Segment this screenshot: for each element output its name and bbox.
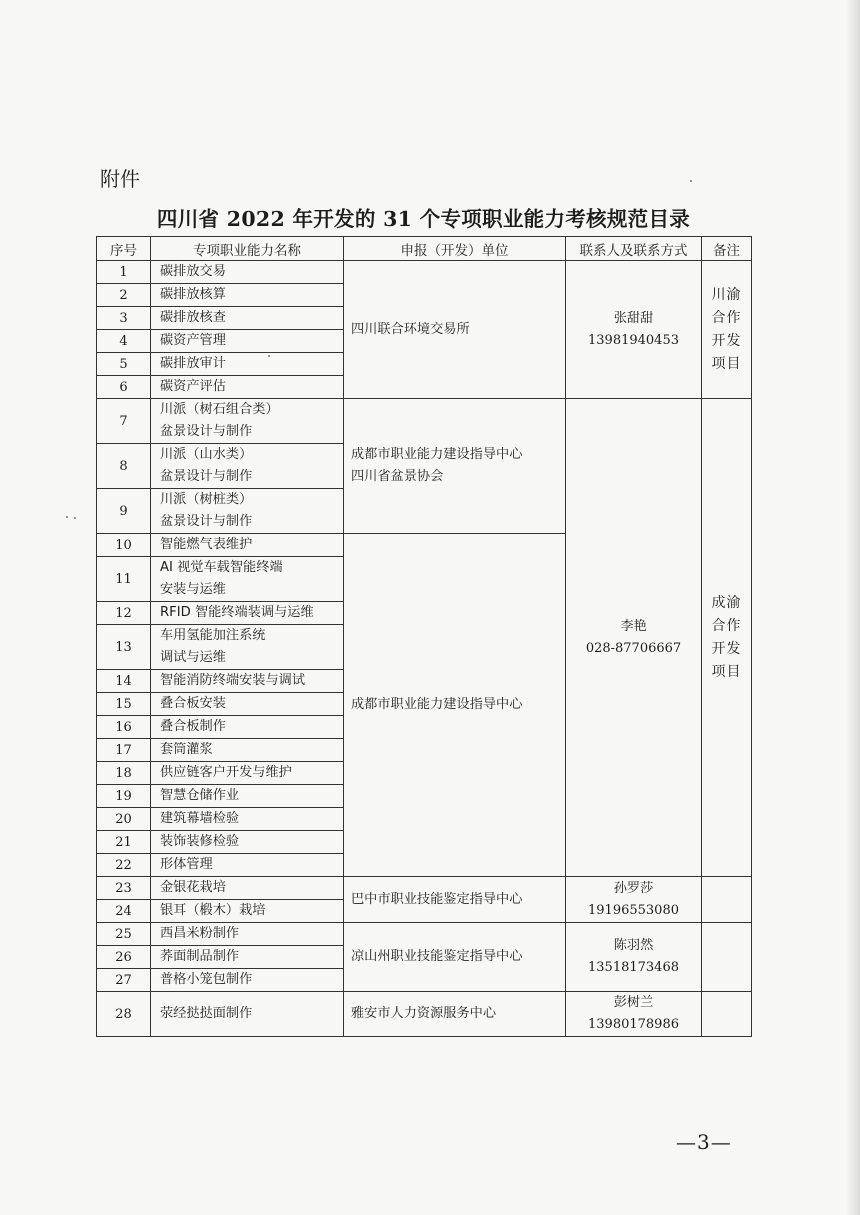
skill-name (151, 693, 344, 716)
row-number: 11 (97, 557, 151, 602)
row-number: 22 (97, 854, 151, 877)
skill-catalog-table (96, 236, 752, 1037)
skill-name (151, 330, 344, 353)
row-number: 13 (97, 625, 151, 670)
skill-name (151, 489, 344, 534)
row-number: 10 (97, 534, 151, 557)
skill-name (151, 739, 344, 762)
developing-unit-line: 巴中市职业技能鉴定指导中心 (351, 891, 523, 907)
skill-name (151, 762, 344, 785)
document-title: 四川省 2022 年开发的 31 个专项职业能力考核规范目录 (156, 207, 691, 231)
skill-name-line: 安装与运维 (160, 582, 226, 597)
remark-text: 成渝合作开发项目 (711, 594, 742, 680)
contact-info (566, 399, 702, 877)
contact-phone: 028-87706667 (585, 640, 682, 656)
skill-name-line: 盆景设计与制作 (160, 469, 253, 484)
skill-name-line: 叠合板安装 (160, 696, 226, 711)
skill-name-line: 供应链客户开发与维护 (160, 765, 292, 780)
contact-phone: 13518173468 (588, 960, 679, 975)
skill-name-line: 盆景设计与制作 (160, 424, 253, 439)
skill-name (151, 670, 344, 693)
row-number: 1 (97, 261, 151, 284)
skill-name-line: 智能消防终端安装与调试 (160, 673, 306, 688)
skill-name-line: 普格小笼包制作 (160, 972, 253, 987)
scan-speck (268, 355, 270, 357)
skill-name-line: 套筒灌浆 (160, 742, 213, 757)
row-number: 7 (97, 399, 151, 444)
skill-name (151, 716, 344, 739)
skill-name-line: 碳排放交易 (160, 264, 226, 279)
scan-speck (66, 516, 68, 518)
table-row (97, 399, 752, 444)
developing-unit (344, 534, 566, 877)
skill-name (151, 854, 344, 877)
contact-info (566, 992, 702, 1037)
skill-name (151, 992, 344, 1037)
row-number: 21 (97, 831, 151, 854)
skill-name (151, 900, 344, 923)
row-number: 2 (97, 284, 151, 307)
column-header-unit: 申报（开发）单位 (344, 237, 566, 261)
contact-phone: 19196553080 (588, 902, 679, 918)
column-header-no: 序号 (97, 237, 151, 261)
skill-name (151, 785, 344, 808)
row-number: 9 (97, 489, 151, 534)
skill-name (151, 353, 344, 376)
skill-name-line: RFID 智能终端装调与运维 (160, 605, 314, 620)
developing-unit-line: 雅安市人力资源服务中心 (351, 1006, 497, 1021)
skill-name-line: 车用氢能加注系统 (160, 628, 266, 643)
skill-name-line: 川派（树石组合类） (160, 402, 279, 417)
table-row (97, 923, 752, 946)
row-number: 23 (97, 877, 151, 900)
contact-info (566, 923, 702, 992)
skill-name-line: 装饰装修检验 (160, 834, 240, 849)
column-header-contact: 联系人及联系方式 (566, 237, 702, 261)
contact-name: 彭树兰 (613, 995, 654, 1010)
skill-name-line: 调试与运维 (160, 650, 226, 665)
skill-name (151, 808, 344, 831)
row-number: 12 (97, 602, 151, 625)
row-number: 5 (97, 353, 151, 376)
scan-edge (846, 0, 860, 1215)
row-number: 15 (97, 693, 151, 716)
developing-unit (344, 877, 566, 923)
developing-unit (344, 399, 566, 534)
skill-name (151, 625, 344, 670)
row-number: 20 (97, 808, 151, 831)
contact-name: 陈羽然 (613, 938, 654, 953)
remark-cell (702, 923, 752, 992)
page-number: —3— (676, 1130, 732, 1154)
row-number: 3 (97, 307, 151, 330)
skill-name-line: 川派（山水类） (160, 447, 253, 462)
skill-name-line: 银耳（椴木）栽培 (160, 903, 266, 918)
developing-unit-line: 凉山州职业技能鉴定指导中心 (351, 949, 523, 964)
remark-cell (702, 877, 752, 923)
table-row (97, 992, 752, 1037)
developing-unit-line: 成都市职业能力建设指导中心 (351, 697, 523, 712)
skill-name-line: 荥经挞挞面制作 (160, 1006, 253, 1021)
developing-unit (344, 992, 566, 1037)
skill-name (151, 444, 344, 489)
row-number: 4 (97, 330, 151, 353)
skill-name-line: 智慧仓储作业 (160, 788, 240, 803)
scan-speck (74, 517, 76, 519)
skill-name (151, 557, 344, 602)
row-number: 14 (97, 670, 151, 693)
skill-name (151, 969, 344, 992)
table-row (97, 261, 752, 284)
skill-name (151, 376, 344, 399)
remark-text: 川渝合作开发项目 (711, 286, 742, 372)
skill-name-line: 碳排放核查 (160, 310, 226, 325)
contact-phone: 13980178986 (588, 1017, 679, 1032)
row-number: 28 (97, 992, 151, 1037)
row-number: 25 (97, 923, 151, 946)
contact-info (566, 261, 702, 399)
row-number: 27 (97, 969, 151, 992)
skill-name-line: 建筑幕墙检验 (160, 811, 240, 826)
skill-name (151, 877, 344, 900)
contact-phone: 13981940453 (588, 332, 679, 348)
table-row (97, 877, 752, 900)
column-header-remark: 备注 (702, 237, 752, 261)
row-number: 18 (97, 762, 151, 785)
scan-speck (690, 180, 692, 182)
remark-cell (702, 399, 752, 877)
contact-name: 李艳 (620, 618, 647, 634)
skill-name-line: 盆景设计与制作 (160, 514, 253, 529)
skill-name (151, 831, 344, 854)
skill-name (151, 307, 344, 330)
skill-name (151, 923, 344, 946)
contact-name: 张甜甜 (613, 310, 654, 326)
remark-cell (702, 992, 752, 1037)
developing-unit (344, 261, 566, 399)
table-header-row (97, 237, 752, 261)
contact-info (566, 877, 702, 923)
skill-name-line: 形体管理 (160, 857, 213, 872)
skill-name-line: 荞面制品制作 (160, 949, 240, 964)
column-header-name: 专项职业能力名称 (151, 237, 344, 261)
skill-name (151, 399, 344, 444)
skill-name-line: 碳排放审计 (160, 356, 226, 371)
row-number: 19 (97, 785, 151, 808)
contact-name: 孙罗莎 (613, 880, 654, 896)
row-number: 26 (97, 946, 151, 969)
skill-name-line: 碳排放核算 (160, 287, 226, 302)
skill-name (151, 946, 344, 969)
skill-name-line: 川派（树桩类） (160, 492, 253, 507)
attachment-label: 附件 (100, 167, 140, 191)
developing-unit (344, 923, 566, 992)
skill-name-line: 智能燃气表维护 (160, 537, 253, 552)
skill-name-line: 碳资产评估 (160, 379, 226, 394)
row-number: 17 (97, 739, 151, 762)
developing-unit-line: 四川省盆景协会 (351, 469, 444, 484)
skill-name-line: 金银花栽培 (160, 880, 226, 895)
row-number: 16 (97, 716, 151, 739)
developing-unit-line: 成都市职业能力建设指导中心 (351, 447, 523, 462)
skill-name-line: 西昌米粉制作 (160, 926, 240, 941)
skill-name (151, 534, 344, 557)
row-number: 8 (97, 444, 151, 489)
skill-name (151, 602, 344, 625)
skill-name-line: AI 视觉车载智能终端 (160, 560, 283, 575)
remark-cell (702, 261, 752, 399)
skill-name-line: 叠合板制作 (160, 719, 226, 734)
row-number: 24 (97, 900, 151, 923)
developing-unit-line: 四川联合环境交易所 (351, 321, 470, 337)
skill-name (151, 284, 344, 307)
row-number: 6 (97, 376, 151, 399)
skill-name (151, 261, 344, 284)
skill-name-line: 碳资产管理 (160, 333, 226, 348)
table-body (97, 261, 752, 1037)
